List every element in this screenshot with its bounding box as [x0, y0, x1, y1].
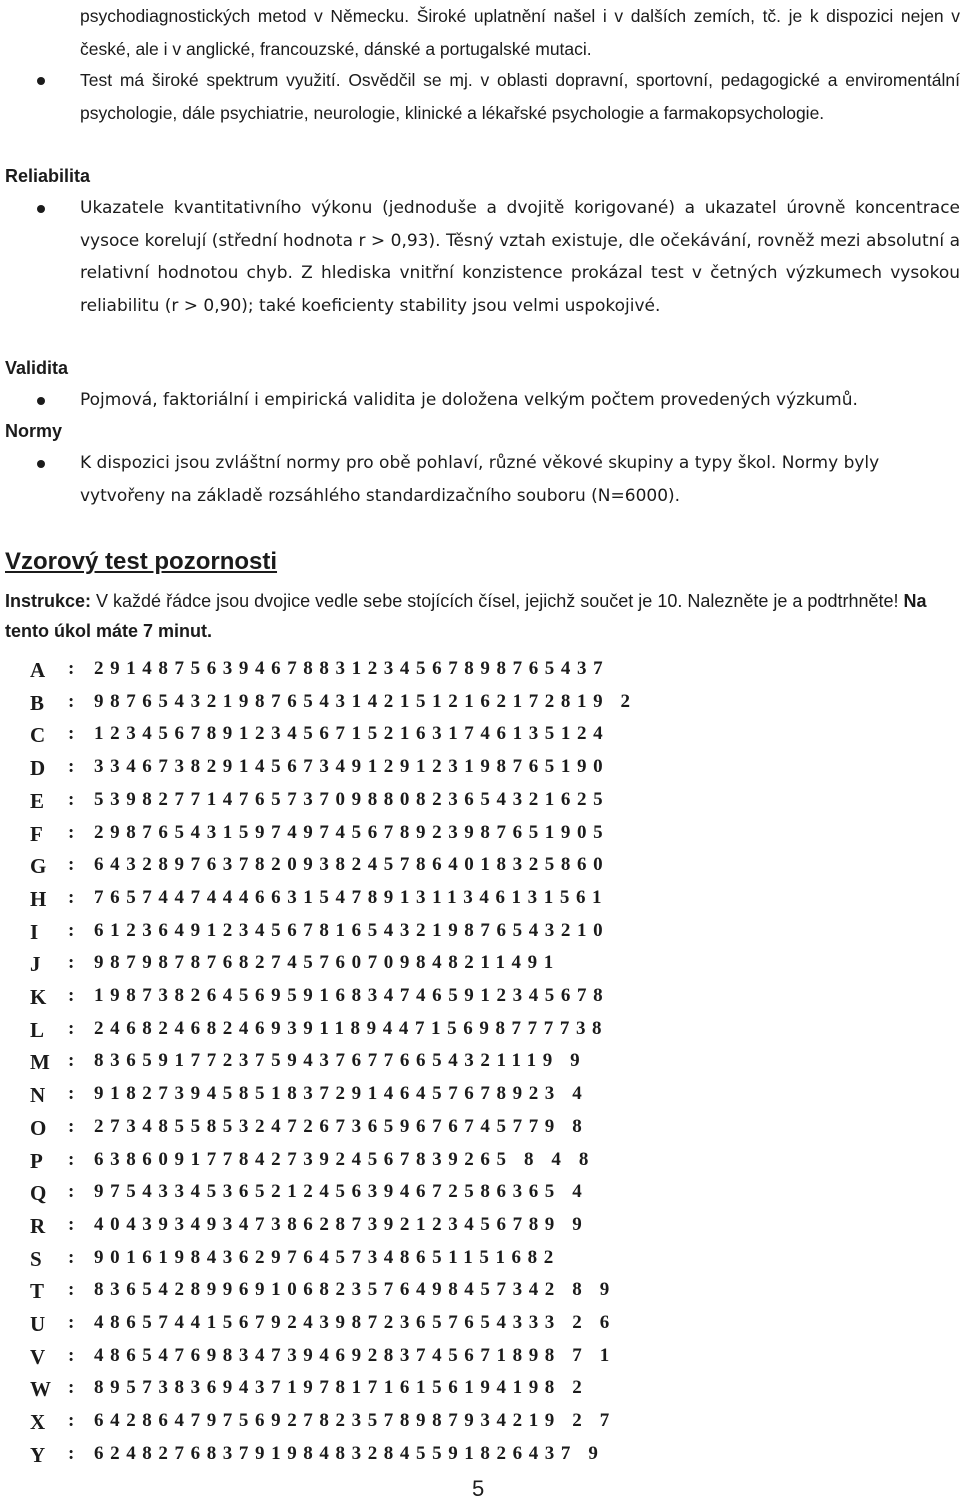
row-colon: : — [68, 1213, 75, 1235]
row-letter: H — [30, 886, 47, 911]
row-letter: T — [30, 1279, 45, 1304]
bullet-icon — [37, 205, 45, 213]
row-digits[interactable]: 90161984362976457348651151682 — [94, 1246, 560, 1268]
row-digits[interactable]: 91827394585183729146457678923 4 — [94, 1083, 589, 1105]
row-digits[interactable]: 64328976378209382457864018325860 — [94, 854, 610, 876]
row-digits[interactable]: 40439349347386287392123456789 9 — [94, 1213, 589, 1235]
validita-text: Pojmová, faktoriální i empirická validita je doložena velkým počtem provedených výzkumů. — [80, 390, 858, 410]
row-colon: : — [68, 854, 75, 876]
row-letter: K — [30, 985, 47, 1009]
row-digits[interactable]: 97543345365212456394672586365 4 — [94, 1181, 589, 1203]
row-digits[interactable]: 64286479756927823578987934219 2 7 — [94, 1410, 616, 1432]
instructions-label: Instrukce: — [5, 591, 92, 611]
row-digits[interactable]: 48657441567924398723657654333 2 6 — [94, 1312, 616, 1333]
page-number: 5 — [472, 1476, 485, 1501]
row-letter: C — [30, 723, 46, 748]
instructions — [5, 586, 960, 646]
row-letter: F — [30, 821, 43, 846]
row-digits[interactable]: 98765432198765431421512162172819 2 — [94, 690, 637, 712]
bullet-usage-text: Test má široké spektrum využití. Osvědčil se mj. v oblasti dopravní, sportovní, pedagogické a enviromentální psychologie, dále psychiatrie, neurologie, klinické a lékařské psychologie a farmakopsychologie. — [80, 70, 960, 123]
row-letter: Y — [30, 1442, 46, 1467]
row-letter: W — [30, 1377, 51, 1402]
row-letter: O — [30, 1115, 47, 1140]
row-colon: : — [68, 1344, 75, 1366]
row-colon: : — [68, 1279, 75, 1301]
row-letter: V — [30, 1344, 46, 1369]
bullet-icon — [37, 397, 45, 405]
row-colon: : — [68, 1083, 75, 1105]
row-digits[interactable]: 29876543159749745678923987651905 — [94, 821, 610, 843]
row-digits[interactable]: 83654289969106823576498457342 8 9 — [94, 1279, 616, 1301]
row-colon: : — [68, 756, 75, 778]
row-colon: : — [68, 821, 75, 843]
row-letter: G — [30, 854, 47, 879]
row-letter: Q — [30, 1181, 47, 1206]
row-letter: I — [30, 919, 39, 944]
row-digits[interactable]: 63860917784273924567839265 8 4 8 — [94, 1148, 595, 1170]
row-letter: P — [30, 1148, 43, 1173]
row-colon: : — [68, 1148, 75, 1170]
row-digits[interactable]: 83659177237594376776654321119 9 — [94, 1050, 587, 1072]
row-digits[interactable]: 624827683791984832845591826437 9 — [94, 1442, 605, 1464]
row-colon: : — [68, 1181, 75, 1203]
row-digits[interactable]: 76574474446631547891311346131561 — [94, 886, 609, 908]
row-colon: : — [68, 1410, 75, 1432]
bullet-icon — [37, 77, 45, 85]
row-digits[interactable]: 53982771476573709880823654321625 — [94, 788, 610, 810]
row-letter: E — [30, 788, 45, 813]
row-colon: : — [68, 1246, 75, 1268]
row-letter: M — [30, 1050, 50, 1075]
row-colon: : — [68, 723, 75, 745]
row-letter: S — [30, 1246, 42, 1271]
heading-reliabilita: Reliabilita — [5, 166, 91, 186]
bullet-icon — [37, 460, 45, 468]
row-digits[interactable]: 29148756394678831234567898765437 — [94, 658, 610, 679]
row-letter: L — [30, 1017, 45, 1042]
reliabilita-text: Ukazatele kvantitativního výkonu (jednoduše a dvojitě korigované) a ukazatel úrovně koncentrace vysoce korelují (střední hodnota r > 0,93). Těsný vztah existuje, dle očekávání, rovněž mezi absolutní a relativní hodnotou chyb. Z hlediska vnitřní konzistence prokázal test v četných výzkumech vysokou reliabilitu (r > 0,90); také koeficienty stability jsou velmi uspokojivé. — [80, 198, 960, 316]
instructions-time: Na tento úkol máte 7 minut. — [5, 591, 927, 641]
row-colon: : — [68, 658, 75, 679]
row-letter: U — [30, 1312, 46, 1336]
row-letter: R — [30, 1213, 46, 1238]
row-digits[interactable]: 24682468246939118944715698777738 — [94, 1017, 609, 1039]
normy-text: K dispozici jsou zvláštní normy pro obě pohlaví, různé věkové skupiny a typy škol. Normy byly vytvořeny na základě rozsáhlého standardizačního souboru (N=6000). — [80, 453, 880, 506]
row-letter: A — [30, 658, 46, 682]
heading-validita: Validita — [5, 358, 69, 378]
row-letter: B — [30, 690, 45, 715]
row-digits[interactable]: 98798787682745760709848211491 — [94, 952, 560, 974]
heading-normy: Normy — [5, 421, 63, 441]
row-colon: : — [68, 985, 75, 1006]
row-digits[interactable]: 27348558532472673659676745779 8 — [94, 1115, 589, 1137]
intro-paragraph: psychodiagnostických metod v Německu. Široké uplatnění našel i v dalších zemích, tč. je k dispozici nejen v české, ale i v anglické, francouzské, dánské a portugalské mutaci. — [80, 6, 960, 59]
row-colon: : — [68, 1442, 75, 1464]
row-letter: J — [30, 952, 41, 977]
section-title: Vzorový test pozornosti — [5, 548, 278, 575]
row-digits[interactable]: 12345678912345671521631746135124 — [94, 723, 610, 745]
row-letter: X — [30, 1410, 46, 1435]
row-colon: : — [68, 1312, 75, 1333]
row-colon: : — [68, 1050, 75, 1072]
row-colon: : — [68, 1017, 75, 1039]
row-colon: : — [68, 952, 75, 974]
row-digits[interactable]: 89573836943719781716156194198 2 — [94, 1377, 589, 1399]
row-digits[interactable]: 48654769834739469283745671898 7 1 — [94, 1344, 616, 1366]
instructions-text: V každé řádce jsou dvojice vedle sebe stojících čísel, jejichž součet je 10. Nalezněte je a podtrhněte! — [91, 591, 899, 611]
row-digits[interactable]: 33467382914567349129123198765190 — [94, 756, 610, 778]
row-colon: : — [68, 1377, 75, 1399]
row-colon: : — [68, 690, 75, 712]
row-colon: : — [68, 788, 75, 810]
row-colon: : — [68, 886, 75, 908]
row-colon: : — [68, 1115, 75, 1137]
row-letter: N — [30, 1083, 46, 1108]
row-letter: D — [30, 756, 46, 781]
row-colon: : — [68, 919, 75, 941]
row-digits[interactable]: 19873826456959168347465912345678 — [94, 985, 610, 1006]
row-digits[interactable]: 61236491234567816543219876543210 — [94, 919, 610, 941]
